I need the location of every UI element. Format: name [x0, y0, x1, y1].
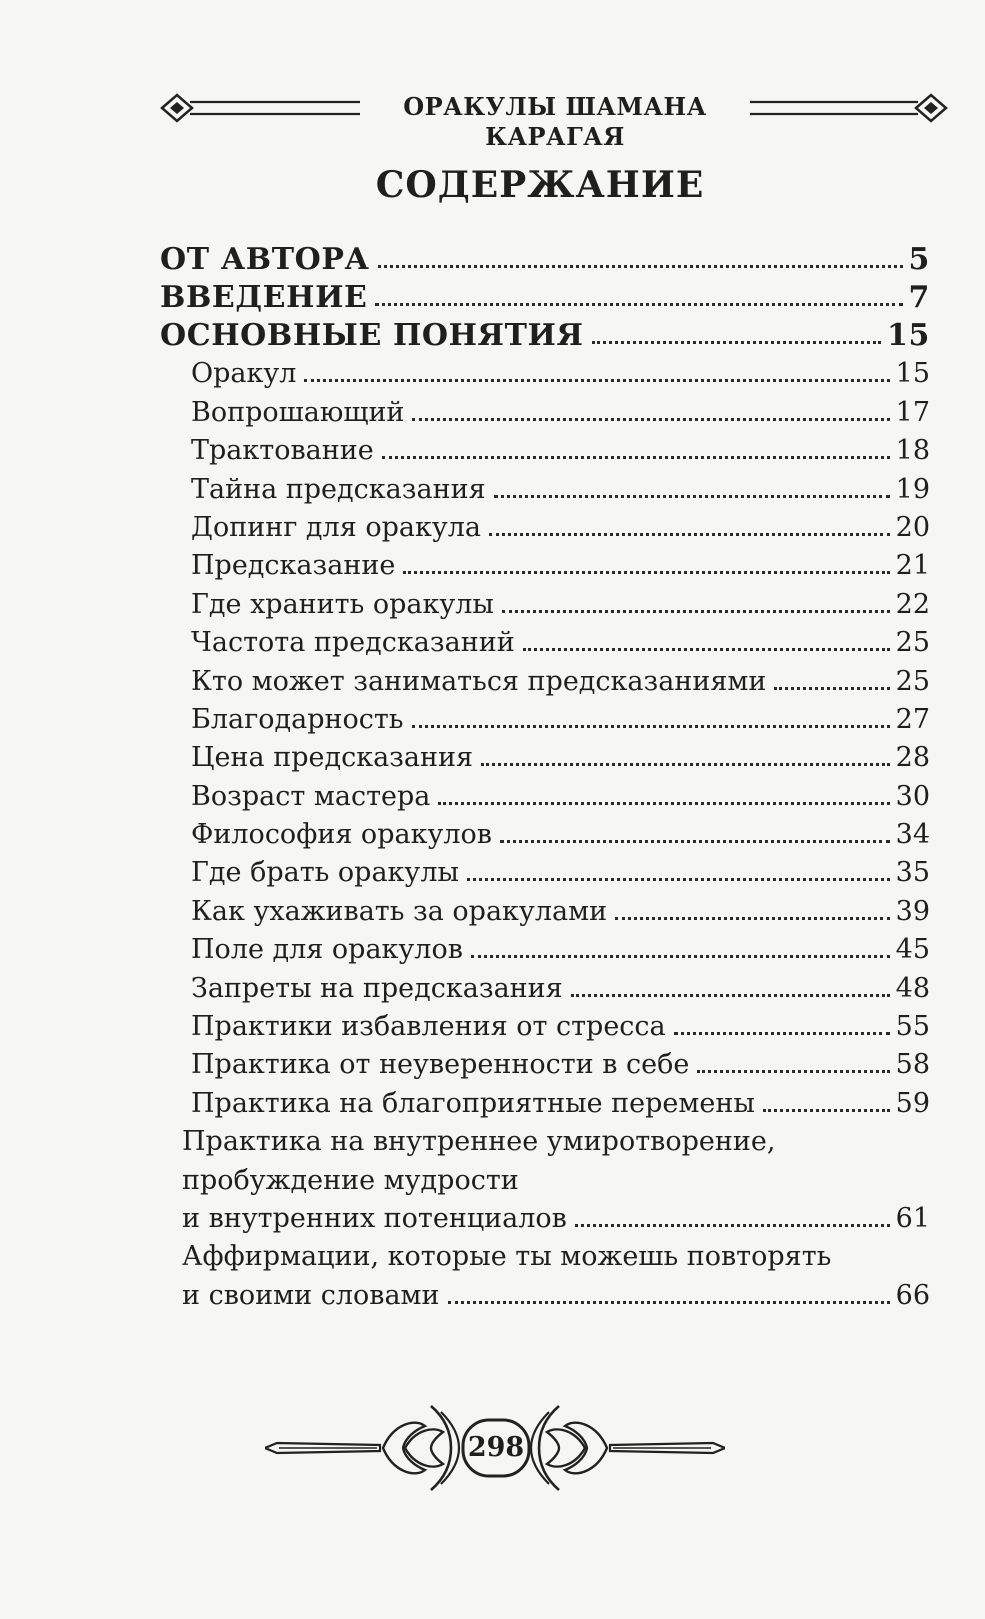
- dot-leader: [774, 687, 889, 690]
- running-head-title: ОРАКУЛЫ ШАМАНА КАРАГАЯ: [360, 92, 750, 152]
- dot-leader: [763, 1109, 890, 1112]
- toc-entry-page: 18: [895, 435, 930, 467]
- toc-entry-title: Где брать оракулы: [191, 857, 459, 889]
- dot-leader: [412, 418, 889, 421]
- toc-entry: [160, 1197, 930, 1235]
- toc-entry-line: [160, 1158, 930, 1196]
- toc-entry: [160, 390, 930, 428]
- dot-leader: [448, 1301, 890, 1304]
- toc-entry-title: ВВЕДЕНИЕ: [160, 280, 368, 315]
- toc-entry-page: 25: [895, 665, 930, 697]
- toc-entry-page: 21: [895, 550, 930, 582]
- toc-entry-page: 15: [887, 318, 930, 353]
- toc-entry-title: Практика на благоприятные перемены: [191, 1087, 755, 1119]
- page-footer: [265, 1396, 725, 1506]
- toc-entry: [160, 506, 930, 544]
- toc-entry-page: 19: [895, 473, 930, 505]
- dot-leader: [382, 456, 890, 459]
- toc-entry: [160, 698, 930, 736]
- toc-entry-page: 20: [895, 511, 930, 543]
- toc-entry-page: 66: [895, 1279, 930, 1311]
- toc-entry-title: Предсказание: [191, 550, 396, 582]
- toc-entry-page: 17: [895, 396, 930, 428]
- toc-entry: [160, 851, 930, 889]
- toc-entry: [160, 582, 930, 620]
- dot-leader: [481, 763, 890, 766]
- toc-entry: [160, 1043, 930, 1081]
- toc-entry-title: Запреты на предсказания: [191, 972, 563, 1004]
- toc-entry-title: ОСНОВНЫЕ ПОНЯТИЯ: [160, 318, 584, 353]
- dot-leader: [523, 648, 890, 651]
- toc-entry: [160, 314, 930, 352]
- toc-entry-title: и своими словами: [182, 1279, 440, 1311]
- toc-entry-page: 34: [895, 819, 930, 851]
- toc-entry-title: Вопрошающий: [191, 396, 405, 428]
- toc-entry-title: Тайна предсказания: [191, 473, 486, 505]
- toc-entry-page: 30: [895, 780, 930, 812]
- toc-entry-page: 59: [895, 1087, 930, 1119]
- toc-entry-page: 61: [895, 1202, 930, 1234]
- toc-entry: [160, 429, 930, 467]
- dot-leader: [575, 1224, 890, 1227]
- toc-entry-page: 45: [895, 934, 930, 966]
- toc-entry-page: 25: [895, 627, 930, 659]
- toc-entry-page: 7: [908, 280, 930, 315]
- dot-leader: [494, 495, 890, 498]
- dot-leader: [571, 994, 890, 997]
- toc-entry-page: 28: [895, 742, 930, 774]
- running-head: [160, 86, 950, 151]
- toc-entry: [160, 659, 930, 697]
- dot-leader: [592, 341, 882, 344]
- toc-entry-title: пробуждение мудрости: [182, 1164, 519, 1196]
- dot-leader: [674, 1032, 890, 1035]
- toc-entry: [160, 1273, 930, 1311]
- dot-leader: [378, 265, 903, 268]
- dot-leader: [467, 878, 890, 881]
- toc-entry-title: Поле для оракулов: [191, 934, 463, 966]
- toc-entry-title: Практика от неуверенности в себе: [191, 1049, 690, 1081]
- toc-entry: [160, 966, 930, 1004]
- toc-entry-title: Практика на внутреннее умиротворение,: [182, 1126, 776, 1158]
- toc-entry-title: Частота предсказаний: [191, 627, 515, 659]
- toc-entry: [160, 467, 930, 505]
- toc-entry-page: 22: [895, 588, 930, 620]
- toc-entry-page: 55: [895, 1011, 930, 1043]
- toc-entry-page: 15: [895, 358, 930, 390]
- dot-leader: [438, 802, 889, 805]
- toc-entry-page: 27: [895, 703, 930, 735]
- contents-heading: СОДЕРЖАНИЕ: [375, 164, 705, 206]
- toc-entry: [160, 928, 930, 966]
- dot-leader: [697, 1070, 889, 1073]
- toc-entry-title: Цена предсказания: [191, 742, 474, 774]
- toc-entry: [160, 889, 930, 927]
- dot-leader: [412, 725, 890, 728]
- toc-entry-title: Допинг для оракула: [191, 511, 481, 543]
- toc-entry-page: 39: [895, 895, 930, 927]
- toc-entry-page: 48: [895, 972, 930, 1004]
- table-of-contents: [160, 238, 930, 1312]
- toc-entry-title: и внутренних потенциалов: [182, 1202, 567, 1234]
- toc-entry-title: ОТ АВТОРА: [160, 242, 370, 277]
- page-number: 298: [467, 1432, 525, 1463]
- toc-entry-page: 58: [895, 1049, 930, 1081]
- toc-entry-title: Как ухаживать за оракулами: [191, 895, 608, 927]
- dot-leader: [502, 610, 890, 613]
- toc-entry-line: [160, 1235, 930, 1273]
- dot-leader: [615, 917, 890, 920]
- toc-entry: [160, 352, 930, 390]
- dot-leader: [500, 840, 890, 843]
- toc-entry-title: Аффирмации, которые ты можешь повторять: [182, 1241, 832, 1273]
- dot-leader: [471, 955, 890, 958]
- dot-leader: [489, 533, 890, 536]
- toc-entry: [160, 544, 930, 582]
- dot-leader: [403, 571, 889, 574]
- toc-entry: [160, 774, 930, 812]
- toc-entry-page: 35: [895, 857, 930, 889]
- toc-entry-title: Кто может заниматься предсказаниями: [191, 665, 767, 697]
- toc-entry-title: Благодарность: [191, 703, 404, 735]
- toc-entry-line: [160, 1120, 930, 1158]
- dot-leader: [375, 303, 902, 306]
- toc-entry-title: Практики избавления от стресса: [191, 1011, 666, 1043]
- toc-entry: [160, 1005, 930, 1043]
- toc-entry-title: Где хранить оракулы: [191, 588, 494, 620]
- toc-entry: [160, 736, 930, 774]
- toc-entry-page: 5: [908, 242, 930, 277]
- dot-leader: [304, 379, 889, 382]
- toc-entry-title: Философия оракулов: [191, 819, 492, 851]
- toc-entry-title: Возраст мастера: [191, 780, 431, 812]
- toc-entry: [160, 1081, 930, 1119]
- toc-entry: [160, 621, 930, 659]
- toc-entry: [160, 813, 930, 851]
- toc-entry-title: Трактование: [191, 435, 374, 467]
- toc-entry: [160, 276, 930, 314]
- toc-entry: [160, 238, 930, 276]
- toc-entry-title: Оракул: [191, 358, 297, 390]
